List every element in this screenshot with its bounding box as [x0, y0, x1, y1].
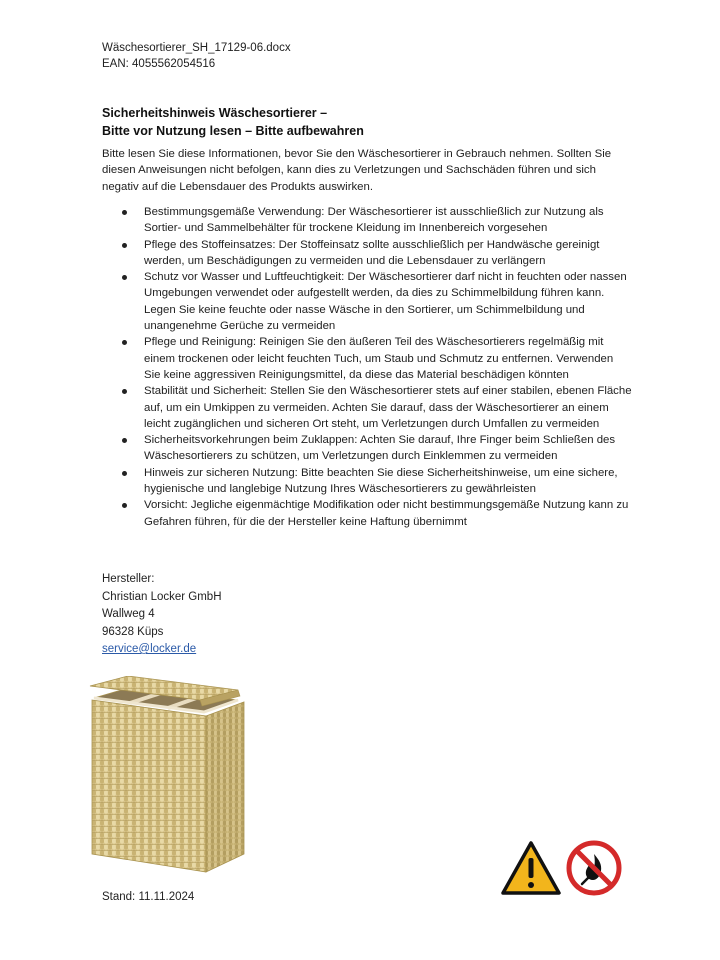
- bullet-icon: [122, 438, 127, 443]
- list-item: [102, 432, 632, 465]
- ean-code: EAN: 4055562054516: [102, 58, 216, 70]
- bullet-text: Schutz vor Wasser und Luftfeuchtigkeit: Der Wäschesortierer darf nicht in feuchten oder nassen Umgebungen verwendet oder aufgestellt werden, da dies zu Schimmelbildung führen kann. Legen Sie keine feuchte oder nasse Wäsche in den Sortierer, um Schimmelbildung und unangenehme Gerüche zu vermeiden: [144, 271, 627, 333]
- bullet-icon: [122, 210, 127, 215]
- manufacturer-email-link[interactable]: service@locker.de: [102, 643, 197, 655]
- manufacturer-street: Wallweg 4: [102, 608, 155, 620]
- laundry-basket-illustration: [88, 676, 248, 874]
- manufacturer-label: Hersteller:: [102, 573, 155, 585]
- bullet-icon: [122, 243, 127, 248]
- list-item: [102, 383, 632, 432]
- list-item: [102, 334, 632, 383]
- no-open-fire-icon: [566, 840, 622, 896]
- revision-date: Stand: 11.11.2024: [102, 891, 195, 903]
- intro-paragraph: Bitte lesen Sie diese Informationen, bevor Sie den Wäschesortierer in Gebrauch nehmen. Sollten Sie diesen Anweisungen nicht befolgen, kann dies zu Verletzungen und Sachschäden führen und sich negativ auf die Lebensdauer des Produkts auswirken.: [102, 148, 612, 193]
- document-filename: Wäschesortierer_SH_17129-06.docx: [102, 42, 291, 54]
- product-image: [88, 676, 248, 874]
- bullet-icon: [122, 340, 127, 345]
- list-item: [102, 204, 632, 237]
- list-item: [102, 497, 632, 530]
- document-title-line2: Bitte vor Nutzung lesen – Bitte aufbewahren: [102, 124, 364, 138]
- document-title-line1: Sicherheitshinweis Wäschesortierer –: [102, 106, 328, 120]
- bullet-text: Vorsicht: Jegliche eigenmächtige Modifikation oder nicht bestimmungsgemäße Nutzung kann zu Gefahren führen, für die der Hersteller keine Haftung übernimmt: [144, 499, 629, 528]
- bullet-text: Hinweis zur sicheren Nutzung: Bitte beachten Sie diese Sicherheitshinweise, um eine sichere, hygienische und langlebige Nutzung Ihres Wäschesortierers zu gewährleisten: [144, 466, 618, 496]
- bullet-icon: [122, 471, 127, 476]
- list-item: [102, 269, 632, 334]
- bullet-icon: [122, 275, 127, 280]
- manufacturer-city: 96328 Küps: [102, 625, 164, 638]
- bullet-text: Stabilität und Sicherheit: Stellen Sie den Wäschesortierer stets auf einer stabilen, ebenen Fläche auf, um ein Umkippen zu vermeiden. Achten Sie darauf, dass der Wäschesortierer an einem leicht zugänglichen und sicheren Ort steht, um Verletzungen durch Umfallen zu vermeiden: [144, 385, 632, 430]
- list-item: [102, 465, 632, 498]
- manufacturer-company: Christian Locker GmbH: [102, 590, 222, 603]
- warning-triangle-icon: [500, 840, 562, 896]
- bullet-icon: [122, 389, 127, 394]
- safety-bullet-list: [102, 204, 632, 530]
- bullet-icon: [122, 503, 127, 508]
- list-item: [102, 237, 632, 270]
- bullet-text: Sicherheitsvorkehrungen beim Zuklappen: Achten Sie darauf, Ihre Finger beim Schließen des Wäschesortierers zu schützen, um Verletzungen durch Einklemmen zu vermeiden: [144, 434, 616, 463]
- bullet-text: Pflege des Stoffeinsatzes: Der Stoffeinsatz sollte ausschließlich per Handwäsche gereinigt werden, um Beschädigungen zu vermeiden und die Lebensdauer zu verlängern: [144, 238, 600, 267]
- bullet-text: Pflege und Reinigung: Reinigen Sie den äußeren Teil des Wäschesortierers regelmäßig mit einem trockenen oder leicht feuchten Tuch, um Staub und Schmutz zu entfernen. Verwenden Sie keine aggressiven Reinigungsmittel, da diese das Material beschädigen könnten: [144, 336, 614, 381]
- manufacturer-block: [102, 571, 222, 659]
- bullet-text: Bestimmungsgemäße Verwendung: Der Wäschesortierer ist ausschließlich zur Nutzung als Sortier- und Sammelbehälter für trockene Kleidung im Innenbereich vorgesehen: [144, 206, 604, 235]
